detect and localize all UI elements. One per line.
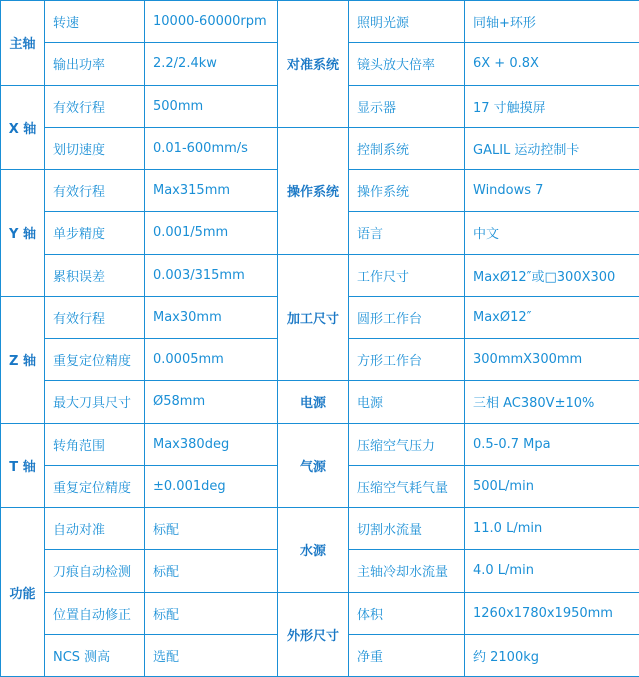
left-spec-label: 单步精度 xyxy=(45,212,145,254)
right-spec-value: 0.5-0.7 Mpa xyxy=(465,423,639,465)
left-spec-label: 有效行程 xyxy=(45,296,145,338)
left-spec-label: 转速 xyxy=(45,1,145,43)
right-spec-label: 主轴冷却水流量 xyxy=(349,550,465,592)
left-category-cell: X 轴 xyxy=(1,85,45,170)
left-spec-value: 标配 xyxy=(145,592,278,634)
right-spec-value: 17 寸触摸屏 xyxy=(465,85,639,127)
right-spec-label: 方形工作台 xyxy=(349,339,465,381)
left-spec-value: Max380deg xyxy=(145,423,278,465)
right-spec-value: MaxØ12″ xyxy=(465,296,639,338)
left-spec-value: 标配 xyxy=(145,508,278,550)
right-spec-value: MaxØ12″或□300X300 xyxy=(465,254,639,296)
right-spec-value: GALIL 运动控制卡 xyxy=(465,127,639,169)
right-category-cell: 操作系统 xyxy=(278,127,349,254)
left-spec-value: 0.01-600mm/s xyxy=(145,127,278,169)
right-spec-label: 切割水流量 xyxy=(349,508,465,550)
right-spec-value: 三相 AC380V±10% xyxy=(465,381,639,423)
left-spec-label: 刀痕自动检测 xyxy=(45,550,145,592)
right-spec-label: 净重 xyxy=(349,634,465,676)
left-category-cell: Y 轴 xyxy=(1,170,45,297)
left-category-cell: T 轴 xyxy=(1,423,45,508)
right-spec-label: 操作系统 xyxy=(349,170,465,212)
left-spec-value: Max30mm xyxy=(145,296,278,338)
right-spec-value: 11.0 L/min xyxy=(465,508,639,550)
left-spec-label: 有效行程 xyxy=(45,85,145,127)
right-spec-label: 压缩空气耗气量 xyxy=(349,465,465,507)
right-spec-value: Windows 7 xyxy=(465,170,639,212)
left-spec-value: 0.003/315mm xyxy=(145,254,278,296)
left-spec-value: 0.001/5mm xyxy=(145,212,278,254)
table-row xyxy=(1,1,639,43)
left-category-cell: 主轴 xyxy=(1,1,45,86)
table-row xyxy=(1,127,639,169)
right-spec-value: 1260x1780x1950mm xyxy=(465,592,639,634)
left-spec-label: NCS 测高 xyxy=(45,634,145,676)
left-spec-value: Max315mm xyxy=(145,170,278,212)
left-spec-value: Ø58mm xyxy=(145,381,278,423)
right-spec-label: 照明光源 xyxy=(349,1,465,43)
table-row xyxy=(1,423,639,465)
table-row xyxy=(1,592,639,634)
table-row xyxy=(1,381,639,423)
left-spec-value: 选配 xyxy=(145,634,278,676)
right-spec-value: 300mmX300mm xyxy=(465,339,639,381)
right-spec-label: 显示器 xyxy=(349,85,465,127)
right-spec-value: 500L/min xyxy=(465,465,639,507)
right-spec-label: 控制系统 xyxy=(349,127,465,169)
left-spec-label: 最大刀具尺寸 xyxy=(45,381,145,423)
right-spec-value: 约 2100kg xyxy=(465,634,639,676)
left-spec-label: 重复定位精度 xyxy=(45,339,145,381)
left-spec-label: 转角范围 xyxy=(45,423,145,465)
right-category-cell: 外形尺寸 xyxy=(278,592,349,677)
table-row xyxy=(1,254,639,296)
table-row xyxy=(1,508,639,550)
right-spec-label: 体积 xyxy=(349,592,465,634)
left-category-cell: Z 轴 xyxy=(1,296,45,423)
right-spec-value: 中文 xyxy=(465,212,639,254)
spec-table-body xyxy=(1,1,639,677)
right-category-cell: 加工尺寸 xyxy=(278,254,349,381)
right-category-cell: 对准系统 xyxy=(278,1,349,128)
left-spec-label: 划切速度 xyxy=(45,127,145,169)
right-spec-label: 圆形工作台 xyxy=(349,296,465,338)
right-spec-label: 工作尺寸 xyxy=(349,254,465,296)
left-spec-value: ±0.001deg xyxy=(145,465,278,507)
left-spec-value: 0.0005mm xyxy=(145,339,278,381)
left-spec-label: 累积误差 xyxy=(45,254,145,296)
right-spec-value: 同轴+环形 xyxy=(465,1,639,43)
right-spec-label: 电源 xyxy=(349,381,465,423)
left-spec-label: 自动对准 xyxy=(45,508,145,550)
right-spec-label: 语言 xyxy=(349,212,465,254)
left-spec-value: 500mm xyxy=(145,85,278,127)
right-category-cell: 气源 xyxy=(278,423,349,508)
right-category-cell: 水源 xyxy=(278,508,349,593)
right-spec-label: 压缩空气压力 xyxy=(349,423,465,465)
left-spec-value: 标配 xyxy=(145,550,278,592)
right-spec-value: 4.0 L/min xyxy=(465,550,639,592)
left-spec-value: 10000-60000rpm xyxy=(145,1,278,43)
left-spec-label: 输出功率 xyxy=(45,43,145,85)
left-spec-label: 位置自动修正 xyxy=(45,592,145,634)
right-spec-value: 6X + 0.8X xyxy=(465,43,639,85)
left-category-cell: 功能 xyxy=(1,508,45,677)
left-spec-value: 2.2/2.4kw xyxy=(145,43,278,85)
right-category-cell: 电源 xyxy=(278,381,349,423)
right-spec-label: 镜头放大倍率 xyxy=(349,43,465,85)
left-spec-label: 有效行程 xyxy=(45,170,145,212)
left-spec-label: 重复定位精度 xyxy=(45,465,145,507)
